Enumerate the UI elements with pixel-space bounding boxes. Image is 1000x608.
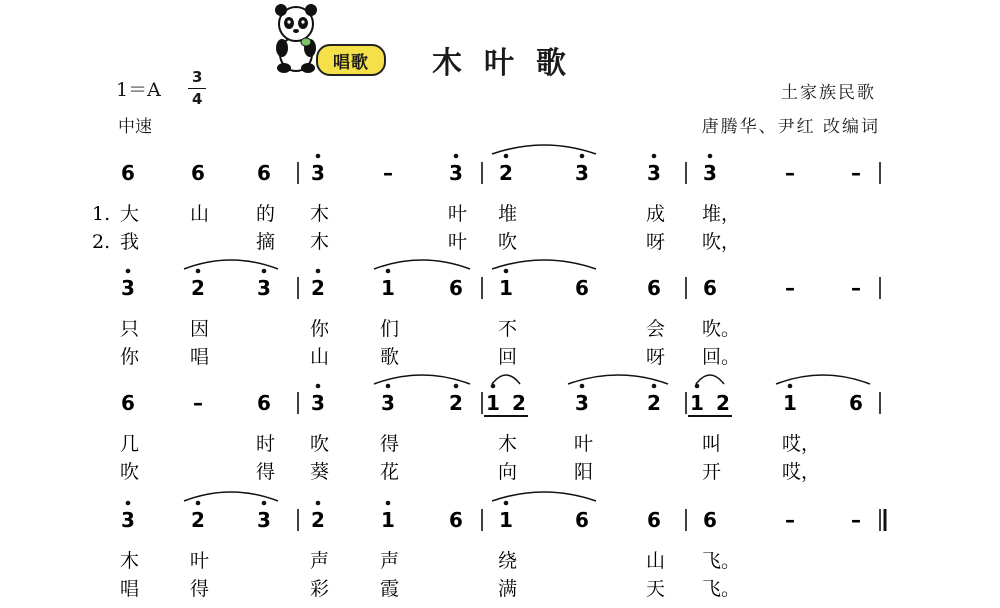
octave-dot [316,154,321,159]
song-title: 木叶歌 [432,46,588,81]
note: 3 [121,508,135,532]
lyric-syllable: 得 [190,578,210,600]
lyric-syllable: 得 [380,433,400,455]
lyric-syllable: 叶 [448,231,468,253]
lyric-syllable: 木 [498,433,518,455]
octave-dot [708,154,713,159]
note: 6 [449,508,463,532]
lyric-syllable: 木 [310,231,330,253]
octave-dot [316,269,321,274]
octave-dot [386,269,391,274]
note: 2 [647,391,661,415]
note: – [383,161,393,185]
lyric-syllable: 吹， [702,231,741,253]
lyric-syllable: 开 [702,461,722,483]
note: 3 [311,391,325,415]
lyric-syllable: 哎， [782,433,821,455]
lyric-syllable: 歌 [380,346,400,368]
slur [492,260,596,269]
lyric-syllable: 唱 [120,578,140,600]
song-origin: 土家族民歌 [781,83,876,103]
note: – [851,276,861,300]
lyric-syllable: 大 [120,203,140,225]
slur [776,375,870,384]
lyric-syllable: 吹 [310,433,330,455]
lyric-syllable: 会 [646,318,666,340]
key-signature: 1＝A [116,79,161,101]
octave-dot [316,501,321,506]
lyric-syllable: 花 [380,461,400,483]
lyric-syllable: 天 [646,578,666,600]
note: 1 [486,391,500,415]
lyric-syllable: 成 [646,203,666,225]
note: 2 [449,391,463,415]
lyric-syllable: 飞。 [702,550,741,572]
note: 1 [381,508,395,532]
lyric-syllable: 山 [190,203,210,225]
lyric-syllable: 的 [256,203,276,225]
note: 3 [575,391,589,415]
octave-dot [454,384,459,389]
note: – [851,508,861,532]
verse-number: 2. [92,231,111,253]
time-signature-denominator: 4 [192,90,203,108]
lyric-syllable: 哎， [782,461,821,483]
note: – [785,276,795,300]
lyric-syllable: 呀 [646,231,666,253]
lyric-syllable: 摘 [256,231,276,253]
note: 3 [381,391,395,415]
note: 6 [703,508,717,532]
note: 2 [311,276,325,300]
octave-dot [126,269,131,274]
note: 3 [257,276,271,300]
lyric-syllable: 山 [310,346,330,368]
lyric-syllable: 堆， [702,203,741,225]
lyric-syllable: 彩 [310,578,330,600]
lyric-syllable: 山 [646,550,666,572]
lyric-syllable: 叶 [190,550,210,572]
note: 6 [191,161,205,185]
slur [374,375,470,384]
note: 2 [499,161,513,185]
note: 6 [575,276,589,300]
lyric-syllable: 时 [256,433,276,455]
octave-dot [386,384,391,389]
lyric-syllable: 向 [498,461,518,483]
note: 3 [311,161,325,185]
octave-dot [262,269,267,274]
lyric-syllable: 声 [310,550,330,572]
note: – [851,161,861,185]
lyric-syllable: 们 [380,318,400,340]
lyric-syllable: 霞 [380,578,400,600]
lyric-syllable: 我 [120,231,140,253]
note: 3 [575,161,589,185]
lyric-syllable: 你 [310,318,330,340]
octave-dot [504,154,509,159]
lyric-syllable: 木 [310,203,330,225]
lyric-syllable: 木 [120,550,140,572]
note: 6 [703,276,717,300]
lyric-syllable: 葵 [310,461,330,483]
octave-dot [386,501,391,506]
slur [374,260,470,269]
lyric-syllable: 阳 [574,461,594,483]
lyric-syllable: 叶 [574,433,594,455]
verse-number: 1. [92,203,111,225]
note: 1 [381,276,395,300]
lyric-syllable: 叶 [448,203,468,225]
note: 6 [647,276,661,300]
octave-dot [454,154,459,159]
lyric-syllable: 绕 [498,550,518,572]
note: 6 [849,391,863,415]
octave-dot [580,384,585,389]
octave-dot [580,154,585,159]
lyric-syllable: 回。 [702,346,741,368]
note: 6 [257,391,271,415]
lyric-syllable: 声 [380,550,400,572]
lyric-syllable: 唱 [190,346,210,368]
octave-dot [695,384,700,389]
slur [568,375,668,384]
note: 6 [647,508,661,532]
lyric-syllable: 吹 [120,461,140,483]
lyric-syllable: 叫 [702,433,722,455]
note: 1 [783,391,797,415]
lyric-syllable: 飞。 [702,578,741,600]
note: – [193,391,203,415]
note: 6 [121,391,135,415]
note: 6 [121,161,135,185]
slur [492,145,596,154]
octave-dot [262,501,267,506]
slur [184,260,278,269]
note: 6 [257,161,271,185]
note: 3 [121,276,135,300]
note: 2 [191,508,205,532]
octave-dot [491,384,496,389]
lyricist-credit: 唐腾华、尹红 改编词 [701,117,880,137]
time-signature-numerator: 3 [192,68,203,86]
note: 3 [449,161,463,185]
note: 6 [449,276,463,300]
note: – [785,161,795,185]
lyric-syllable: 满 [498,578,518,600]
octave-dot [196,269,201,274]
note: 1 [499,508,513,532]
octave-dot [316,384,321,389]
slur [492,375,520,384]
octave-dot [504,269,509,274]
lyric-syllable: 堆 [498,203,518,225]
lyric-syllable: 你 [120,346,140,368]
slur [492,492,596,501]
note: 1 [499,276,513,300]
note: 2 [512,391,526,415]
note: 1 [690,391,704,415]
octave-dot [652,384,657,389]
lyric-syllable: 只 [120,318,140,340]
note: 2 [191,276,205,300]
note: – [785,508,795,532]
lyric-syllable: 回 [498,346,518,368]
slur [696,375,724,384]
note: 3 [257,508,271,532]
tempo-marking: 中速 [118,117,152,137]
octave-dot [652,154,657,159]
note: 2 [716,391,730,415]
lyric-syllable: 呀 [646,346,666,368]
sing-badge: 唱歌 [316,44,386,76]
lyric-syllable: 不 [498,318,518,340]
lyric-syllable: 吹 [498,231,518,253]
octave-dot [196,501,201,506]
octave-dot [504,501,509,506]
lyric-syllable: 吹。 [702,318,741,340]
lyric-syllable: 得 [256,461,276,483]
lyric-syllable: 几 [120,433,140,455]
octave-dot [788,384,793,389]
note: 3 [647,161,661,185]
octave-dot [126,501,131,506]
note: 2 [311,508,325,532]
slur [184,492,278,501]
lyric-syllable: 因 [190,318,210,340]
note: 3 [703,161,717,185]
note: 6 [575,508,589,532]
